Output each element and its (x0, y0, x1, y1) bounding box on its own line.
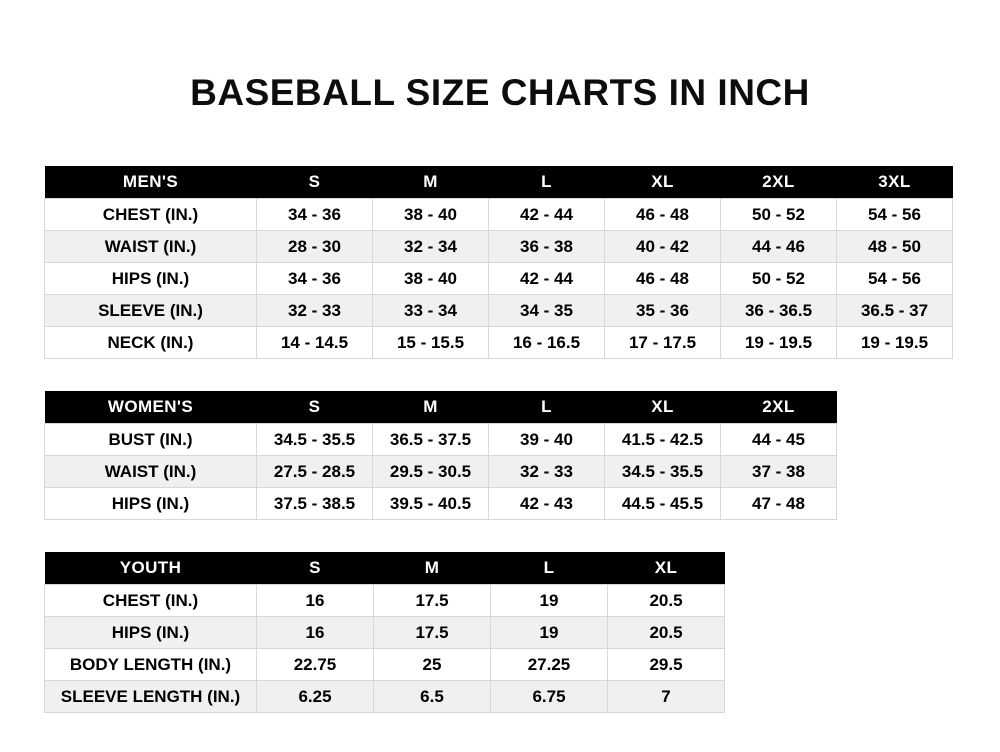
table-row (45, 327, 953, 359)
table-header-row (45, 166, 953, 199)
row-header: HIPS (IN.) (45, 617, 257, 649)
table-cell: 15 - 15.5 (373, 327, 489, 359)
table-cell: 32 - 33 (257, 295, 373, 327)
table-header-row (45, 552, 725, 585)
table-cell: 29.5 - 30.5 (373, 456, 489, 488)
table-cell: 34 - 36 (257, 263, 373, 295)
column-header: S (308, 397, 321, 416)
table-cell: 28 - 30 (257, 231, 373, 263)
table-cell: 27.5 - 28.5 (257, 456, 373, 488)
column-header: L (543, 558, 555, 577)
table-cell: 35 - 36 (605, 295, 721, 327)
youth-size-chart-block (44, 552, 1000, 713)
table-cell: 39 - 40 (489, 424, 605, 456)
table-cell: 36.5 - 37 (837, 295, 953, 327)
table-cell: 38 - 40 (373, 199, 489, 231)
table-cell: 17.5 (374, 585, 491, 617)
table-cell: 36 - 38 (489, 231, 605, 263)
table-cell: 14 - 14.5 (257, 327, 373, 359)
table-row (45, 263, 953, 295)
table-cell: 50 - 52 (721, 263, 837, 295)
row-header: CHEST (IN.) (45, 199, 257, 231)
youth-table-body (45, 585, 725, 713)
mens-table-header (45, 166, 953, 199)
mens-size-chart-block (44, 166, 1000, 359)
column-header: S (308, 172, 321, 191)
column-header: XL (651, 172, 674, 191)
table-cell: 54 - 56 (837, 263, 953, 295)
row-header: SLEEVE LENGTH (IN.) (45, 681, 257, 713)
table-cell: 34.5 - 35.5 (605, 456, 721, 488)
table-cell: 41.5 - 42.5 (605, 424, 721, 456)
womens-size-chart-block (44, 391, 1000, 520)
table-cell: 54 - 56 (837, 199, 953, 231)
table-cell: 38 - 40 (373, 263, 489, 295)
table-cell: 48 - 50 (837, 231, 953, 263)
row-header: WAIST (IN.) (45, 456, 257, 488)
table-cell: 22.75 (257, 649, 374, 681)
column-header: YOUTH (119, 558, 182, 577)
youth-table-header (45, 552, 725, 585)
table-row (45, 295, 953, 327)
table-cell: 37 - 38 (721, 456, 837, 488)
table-cell: 29.5 (608, 649, 725, 681)
table-cell: 16 (257, 585, 374, 617)
table-cell: 46 - 48 (605, 199, 721, 231)
charts-container (0, 166, 1000, 713)
page-title: BASEBALL SIZE CHARTS IN INCH (190, 72, 810, 113)
mens-table-body (45, 199, 953, 359)
row-header: WAIST (IN.) (45, 231, 257, 263)
table-cell: 20.5 (608, 617, 725, 649)
column-header: 2XL (762, 172, 795, 191)
column-header: L (541, 172, 552, 191)
table-cell: 20.5 (608, 585, 725, 617)
row-header: NECK (IN.) (45, 327, 257, 359)
table-cell: 47 - 48 (721, 488, 837, 520)
table-cell: 16 - 16.5 (489, 327, 605, 359)
column-header: WOMEN'S (107, 397, 194, 416)
row-header: HIPS (IN.) (45, 263, 257, 295)
table-cell: 39.5 - 40.5 (373, 488, 489, 520)
table-cell: 19 - 19.5 (837, 327, 953, 359)
table-cell: 36.5 - 37.5 (373, 424, 489, 456)
womens-table-body (45, 424, 837, 520)
mens-size-table (44, 166, 953, 359)
column-header: M (423, 397, 438, 416)
table-cell: 42 - 43 (489, 488, 605, 520)
column-header: XL (654, 558, 678, 577)
table-row (45, 681, 725, 713)
table-cell: 32 - 33 (489, 456, 605, 488)
column-header: M (423, 172, 438, 191)
table-cell: 33 - 34 (373, 295, 489, 327)
womens-size-table (44, 391, 837, 520)
column-header: 2XL (762, 397, 795, 416)
table-cell: 6.75 (491, 681, 608, 713)
table-cell: 25 (374, 649, 491, 681)
table-cell: 44 - 45 (721, 424, 837, 456)
table-cell: 7 (608, 681, 725, 713)
column-header: L (541, 397, 552, 416)
table-cell: 16 (257, 617, 374, 649)
table-cell: 34 - 35 (489, 295, 605, 327)
column-header: 3XL (878, 172, 911, 191)
table-row (45, 649, 725, 681)
table-cell: 46 - 48 (605, 263, 721, 295)
row-header: CHEST (IN.) (45, 585, 257, 617)
table-row (45, 424, 837, 456)
youth-size-table (44, 552, 725, 713)
table-cell: 44.5 - 45.5 (605, 488, 721, 520)
table-cell: 32 - 34 (373, 231, 489, 263)
table-cell: 19 (491, 585, 608, 617)
table-cell: 27.25 (491, 649, 608, 681)
table-cell: 50 - 52 (721, 199, 837, 231)
table-row (45, 231, 953, 263)
row-header: BUST (IN.) (45, 424, 257, 456)
table-cell: 37.5 - 38.5 (257, 488, 373, 520)
table-row (45, 617, 725, 649)
table-cell: 17 - 17.5 (605, 327, 721, 359)
table-cell: 40 - 42 (605, 231, 721, 263)
row-header: SLEEVE (IN.) (45, 295, 257, 327)
column-header: M (424, 558, 440, 577)
table-row (45, 199, 953, 231)
table-row (45, 488, 837, 520)
table-cell: 19 - 19.5 (721, 327, 837, 359)
table-row (45, 585, 725, 617)
table-cell: 34 - 36 (257, 199, 373, 231)
womens-table-header (45, 391, 837, 424)
table-cell: 17.5 (374, 617, 491, 649)
table-cell: 42 - 44 (489, 199, 605, 231)
table-cell: 44 - 46 (721, 231, 837, 263)
table-cell: 6.25 (257, 681, 374, 713)
column-header: XL (651, 397, 674, 416)
table-cell: 42 - 44 (489, 263, 605, 295)
table-cell: 34.5 - 35.5 (257, 424, 373, 456)
table-row (45, 456, 837, 488)
table-cell: 19 (491, 617, 608, 649)
table-header-row (45, 391, 837, 424)
column-header: S (309, 558, 321, 577)
column-header: MEN'S (122, 172, 179, 191)
row-header: BODY LENGTH (IN.) (45, 649, 257, 681)
table-cell: 36 - 36.5 (721, 295, 837, 327)
row-header: HIPS (IN.) (45, 488, 257, 520)
table-cell: 6.5 (374, 681, 491, 713)
